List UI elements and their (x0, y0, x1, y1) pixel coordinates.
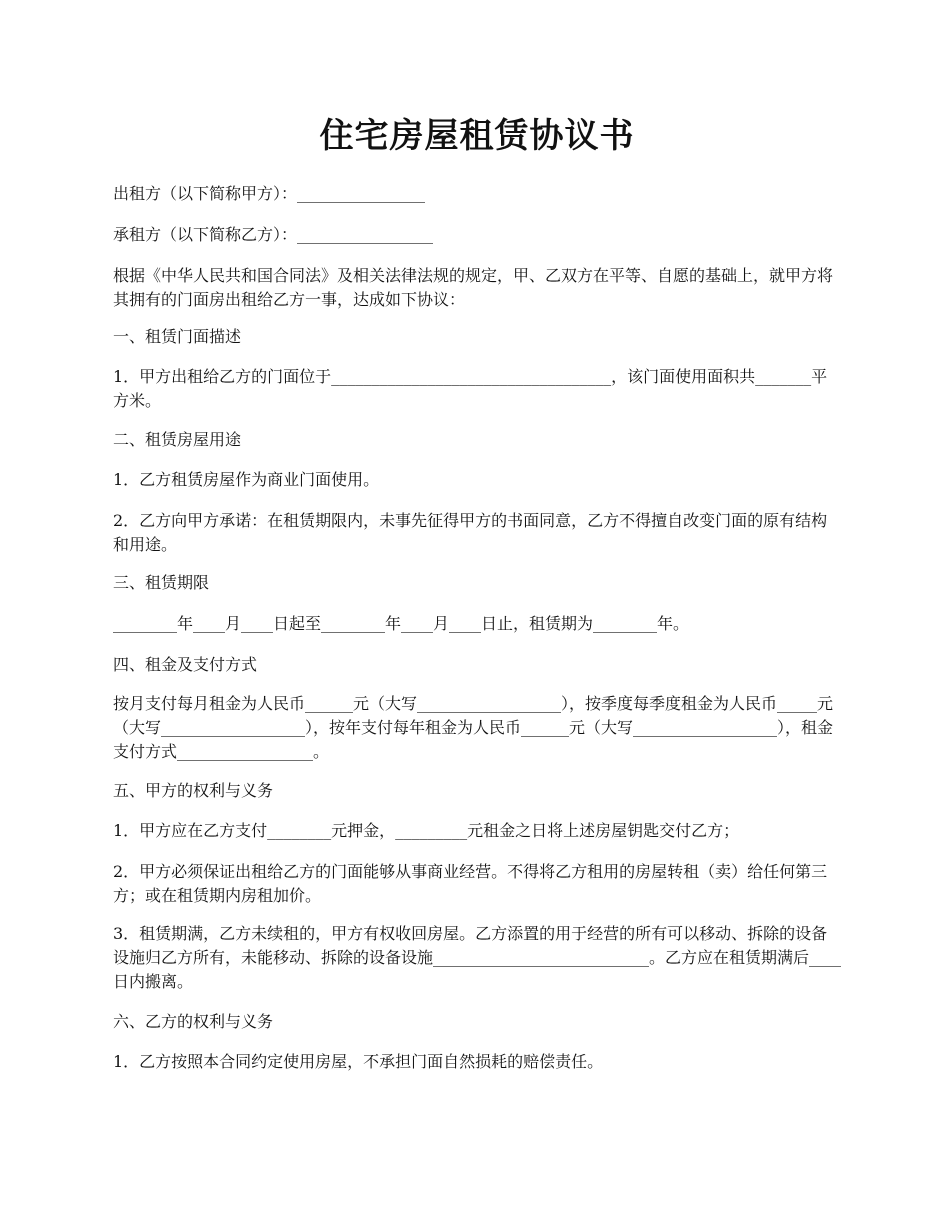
lessee-line: 承租方（以下简称乙方）：_________________ (113, 225, 434, 244)
preamble-paragraph: 根据《中华人民共和国合同法》及相关法律法规的规定，甲、乙双方在平等、自愿的基础上，就甲方将其拥有的门面房出租给乙方一事，达成如下协议： (113, 266, 834, 309)
clause-2-1: 1．乙方租赁房屋作为商业门面使用。 (113, 470, 380, 489)
section-heading-2: 二、租赁房屋用途 (113, 430, 242, 449)
section-heading-4: 四、租金及支付方式 (113, 655, 258, 674)
section-heading-6: 六、乙方的权利与义务 (113, 1012, 274, 1031)
section-heading-3: 三、租赁期限 (113, 573, 210, 592)
lessor-line: 出租方（以下简称甲方）：________________ (113, 184, 426, 203)
rent-payment-paragraph: 按月支付每月租金为人民币______元（大写__________________），按季度每季度租金为人民币_____元（大写__________________），按年支付每年租金为人民币______元（大写__________________），租金支付方式_________________。 (113, 694, 834, 761)
clause-5-1: 1．甲方应在乙方支付________元押金，_________元租金之日将上述房屋钥匙交付乙方； (113, 821, 740, 840)
clause-6-1: 1．乙方按照本合同约定使用房屋，不承担门面自然损耗的赔偿责任。 (113, 1052, 604, 1071)
clause-2-2: 2．乙方向甲方承诺：在租赁期限内，未事先征得甲方的书面同意，乙方不得擅自改变门面的原有结构和用途。 (113, 511, 828, 554)
clause-5-2: 2．甲方必须保证出租给乙方的门面能够从事商业经营。不得将乙方租用的房屋转租（卖）给任何第三方；或在租赁期内房租加价。 (113, 862, 828, 905)
document-title: 住宅房屋租赁协议书 (319, 116, 635, 156)
section-heading-5: 五、甲方的权利与义务 (113, 781, 274, 800)
lease-term-line: ________年____月____日起至________年____月____日止，租赁期为________年。 (113, 614, 690, 633)
section-heading-1: 一、租赁门面描述 (113, 327, 242, 346)
clause-5-3: 3．租赁期满，乙方未续租的，甲方有权收回房屋。乙方添置的用于经营的所有可以移动、拆除的设备设施归乙方所有，未能移动、拆除的设备设施___________________________。乙方应在租赁期满后____日内搬离。 (113, 924, 842, 991)
clause-1-1: 1．甲方出租给乙方的门面位于___________________________________，该门面使用面积共_______平方米。 (113, 367, 828, 410)
